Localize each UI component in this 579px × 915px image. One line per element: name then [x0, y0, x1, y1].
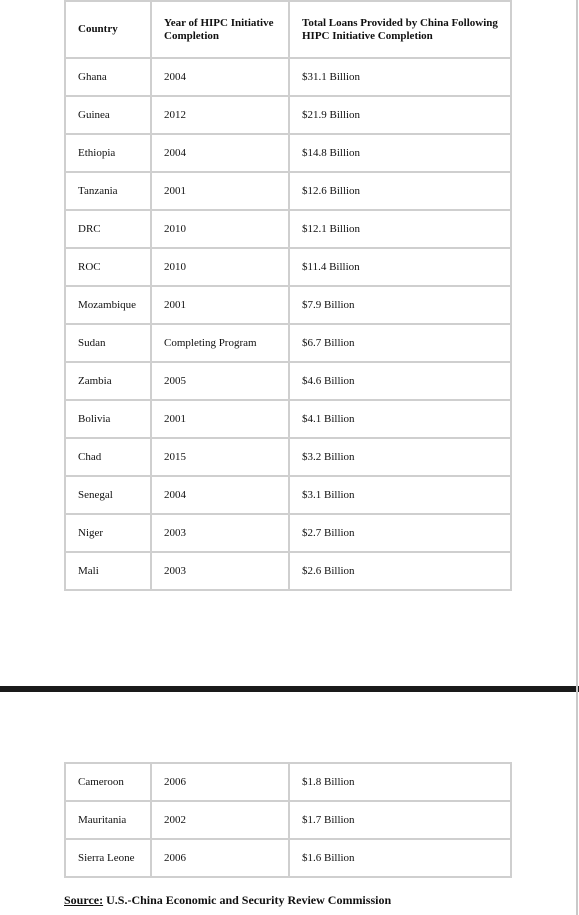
cell-total-loans: $12.6 Billion [289, 172, 511, 210]
cell-country: Senegal [65, 476, 151, 514]
cell-total-loans: $6.7 Billion [289, 324, 511, 362]
cell-country: Cameroon [65, 763, 151, 801]
cell-country: Mozambique [65, 286, 151, 324]
cell-year: 2004 [151, 134, 289, 172]
table-header-row [65, 1, 511, 58]
cell-year: Completing Program [151, 324, 289, 362]
table-row [65, 210, 511, 248]
table-row [65, 324, 511, 362]
header-year: Year of HIPC Initiative Completion [151, 1, 289, 58]
header-country: Country [65, 1, 151, 58]
source-note [64, 893, 391, 908]
cell-year: 2012 [151, 96, 289, 134]
cell-year: 2001 [151, 286, 289, 324]
cell-total-loans: $7.9 Billion [289, 286, 511, 324]
cell-country: Ethiopia [65, 134, 151, 172]
cell-country: Sierra Leone [65, 839, 151, 877]
table-row [65, 58, 511, 96]
cell-total-loans: $4.6 Billion [289, 362, 511, 400]
cell-country: Tanzania [65, 172, 151, 210]
cell-year: 2004 [151, 476, 289, 514]
cell-year: 2006 [151, 763, 289, 801]
cell-year: 2015 [151, 438, 289, 476]
header-total-loans: Total Loans Provided by China Following HIPC Initiative Completion [289, 1, 511, 58]
cell-country: Chad [65, 438, 151, 476]
cell-year: 2003 [151, 514, 289, 552]
cell-total-loans: $1.7 Billion [289, 801, 511, 839]
loans-table-page-2 [64, 762, 512, 878]
table-row [65, 96, 511, 134]
table-row [65, 134, 511, 172]
cell-total-loans: $14.8 Billion [289, 134, 511, 172]
cell-total-loans: $3.1 Billion [289, 476, 511, 514]
cell-country: Guinea [65, 96, 151, 134]
table-row [65, 801, 511, 839]
cell-total-loans: $1.8 Billion [289, 763, 511, 801]
table-row [65, 248, 511, 286]
cell-country: Bolivia [65, 400, 151, 438]
cell-total-loans: $3.2 Billion [289, 438, 511, 476]
table-row [65, 362, 511, 400]
cell-year: 2001 [151, 172, 289, 210]
cell-year: 2003 [151, 552, 289, 590]
cell-total-loans: $4.1 Billion [289, 400, 511, 438]
cell-total-loans: $2.7 Billion [289, 514, 511, 552]
cell-country: DRC [65, 210, 151, 248]
cell-total-loans: $21.9 Billion [289, 96, 511, 134]
source-text: U.S.-China Economic and Security Review Commission [103, 893, 392, 907]
cell-year: 2002 [151, 801, 289, 839]
cell-year: 2004 [151, 58, 289, 96]
cell-year: 2006 [151, 839, 289, 877]
cell-total-loans: $1.6 Billion [289, 839, 511, 877]
table-row [65, 839, 511, 877]
table-row [65, 476, 511, 514]
cell-year: 2010 [151, 210, 289, 248]
table-row [65, 552, 511, 590]
cell-country: Sudan [65, 324, 151, 362]
page-edge [576, 0, 578, 915]
table-row [65, 172, 511, 210]
cell-total-loans: $12.1 Billion [289, 210, 511, 248]
cell-total-loans: $31.1 Billion [289, 58, 511, 96]
cell-country: Niger [65, 514, 151, 552]
cell-year: 2001 [151, 400, 289, 438]
table-row [65, 400, 511, 438]
page-break-bar [0, 686, 579, 692]
table-row [65, 514, 511, 552]
cell-year: 2010 [151, 248, 289, 286]
table-row [65, 286, 511, 324]
cell-country: Ghana [65, 58, 151, 96]
cell-total-loans: $2.6 Billion [289, 552, 511, 590]
cell-year: 2005 [151, 362, 289, 400]
source-label: Source: [64, 893, 104, 907]
cell-country: Mali [65, 552, 151, 590]
cell-country: ROC [65, 248, 151, 286]
table-row [65, 438, 511, 476]
cell-country: Zambia [65, 362, 151, 400]
cell-country: Mauritania [65, 801, 151, 839]
table-row [65, 763, 511, 801]
loans-table-page-1 [64, 0, 512, 591]
cell-total-loans: $11.4 Billion [289, 248, 511, 286]
